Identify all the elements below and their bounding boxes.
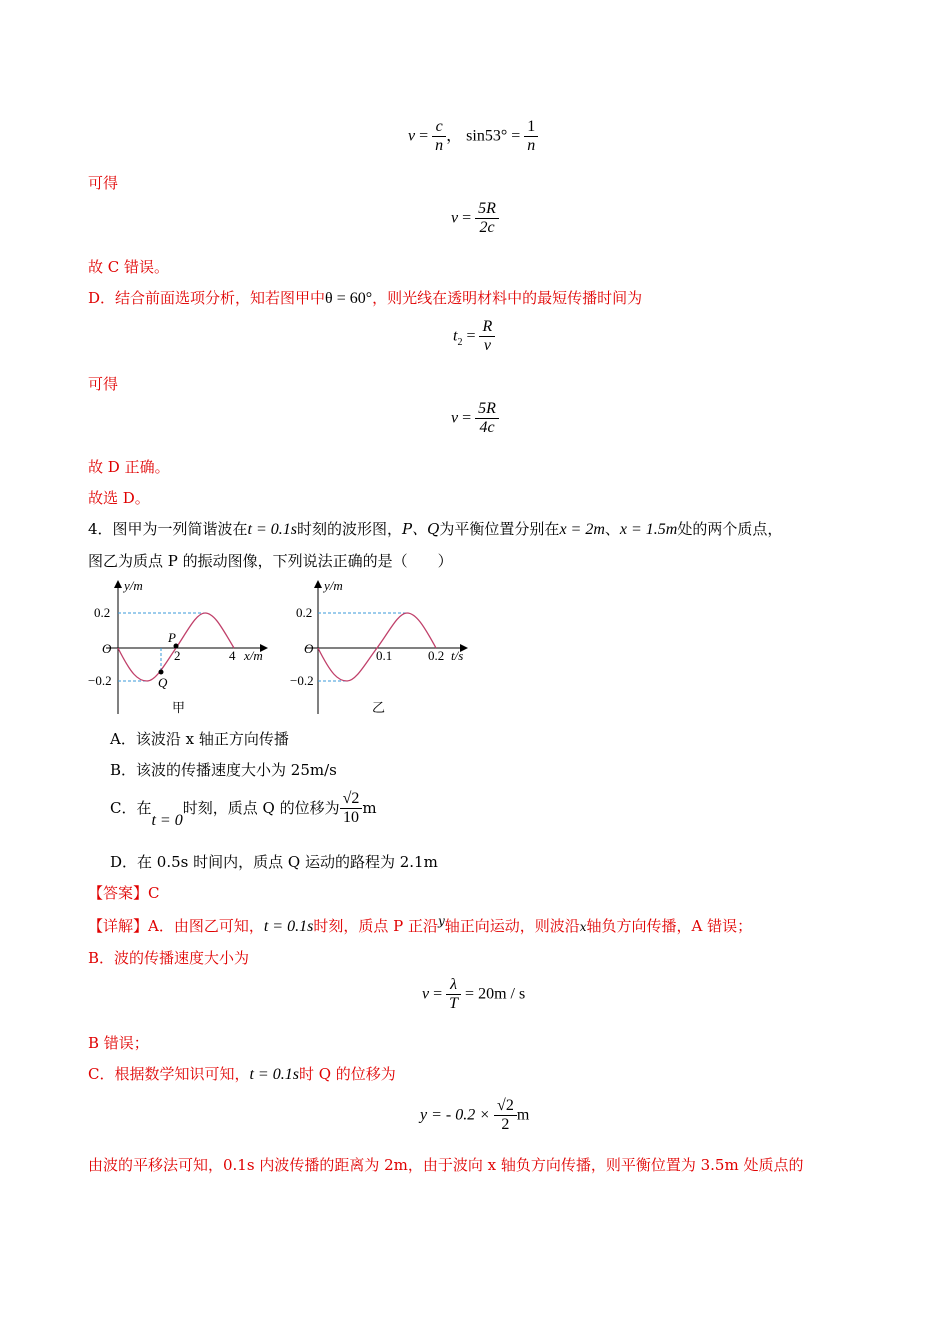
option-a: A．该波沿 x 轴正方向传播 <box>110 730 289 748</box>
detail-b-wrong: B 错误； <box>88 1034 149 1052</box>
text-choose-d: 故选 D。 <box>88 489 150 507</box>
question-4-line-2: 图乙为质点 P 的振动图像，下列说法正确的是（ ） <box>88 552 453 570</box>
equation-v-5r-2c: v = $\frac{5R}{2c}$ <box>451 200 499 238</box>
svg-text:y/m: y/m <box>324 578 343 593</box>
question-4-line-1: 4．图甲为一列简谐波在t = 0.1s时刻的波形图，P、Q为平衡位置分别在x = 2m、x = 1.5m处的两个质点， <box>88 520 783 538</box>
graph-yi <box>288 574 478 720</box>
svg-text:甲: 甲 <box>172 700 186 715</box>
text-option-d-analysis: D．结合前面选项分析，知若图甲中θ = 60°，则光线在透明材料中的最短传播时间为 <box>88 289 643 307</box>
equation-wave-speed: v = $\frac{\lambda}{T}$ = 20m / s <box>422 976 526 1013</box>
equation-t2: $t_2$ = $\frac{R}{v}$ <box>453 318 495 356</box>
answer: 【答案】C <box>88 884 160 902</box>
svg-text:−0.2: −0.2 <box>88 673 112 688</box>
svg-text:0.2: 0.2 <box>428 648 445 663</box>
text-c-wrong: 故 C 错误。 <box>88 258 170 276</box>
text-kede-1: 可得 <box>88 174 119 192</box>
svg-text:P: P <box>168 630 176 645</box>
option-b: B．该波的传播速度大小为 25m/s <box>110 761 337 779</box>
svg-text:Q: Q <box>158 675 168 690</box>
point-q <box>159 670 164 675</box>
svg-text:y/m: y/m <box>124 578 143 593</box>
svg-text:t/s: t/s <box>451 648 464 663</box>
text-kede-2: 可得 <box>88 375 119 393</box>
svg-text:O: O <box>304 641 314 656</box>
svg-text:O: O <box>102 641 112 656</box>
detail-line-a: 【详解】A．由图乙可知，t = 0.1s时刻，质点 P 正沿$^y$轴正向运动，则波沿x轴负方向传播，A 错误； <box>88 914 753 935</box>
graph-jia <box>86 574 276 720</box>
detail-line-c: C．根据数学知识可知，t = 0.1s时 Q 的位移为 <box>88 1065 396 1083</box>
svg-text:2: 2 <box>174 648 181 663</box>
equation-v-5r-4c: v = $\frac{5R}{4c}$ <box>451 400 499 438</box>
option-c: C．在t = 0时刻，质点 Q 的位移为 $\frac{√2}{10}$ m <box>110 790 377 829</box>
svg-text:x/m: x/m <box>244 648 263 663</box>
detail-last-line: 由波的平移法可知，0.1s 内波传播的距离为 2m，由于波向 x 轴负方向传播，则平衡位置为 3.5m 处质点的 <box>88 1156 804 1174</box>
svg-text:−0.2: −0.2 <box>290 673 314 688</box>
equation-refraction: v = $\frac{c}{n}$ ， sin53° = $\frac{1}{n}$ <box>408 118 538 156</box>
svg-text:4: 4 <box>229 648 236 663</box>
option-d: D．在 0.5s 时间内，质点 Q 运动的路程为 2.1m <box>110 853 438 871</box>
fraction-c-over-n: $\frac{c}{n}$ <box>432 118 446 156</box>
text-d-correct: 故 D 正确。 <box>88 458 170 476</box>
svg-text:0.2: 0.2 <box>296 605 313 620</box>
fraction-1-over-n: $\frac{1}{n}$ <box>524 118 538 156</box>
detail-line-b: B．波的传播速度大小为 <box>88 949 250 967</box>
vibration-curve <box>318 613 436 681</box>
svg-text:0.1: 0.1 <box>376 648 393 663</box>
svg-text:0.2: 0.2 <box>94 605 111 620</box>
var-v: v <box>408 127 416 145</box>
svg-text:乙: 乙 <box>372 700 386 715</box>
equation-displacement: y = - 0.2 × $\frac{√2}{2}$ m <box>420 1097 530 1134</box>
